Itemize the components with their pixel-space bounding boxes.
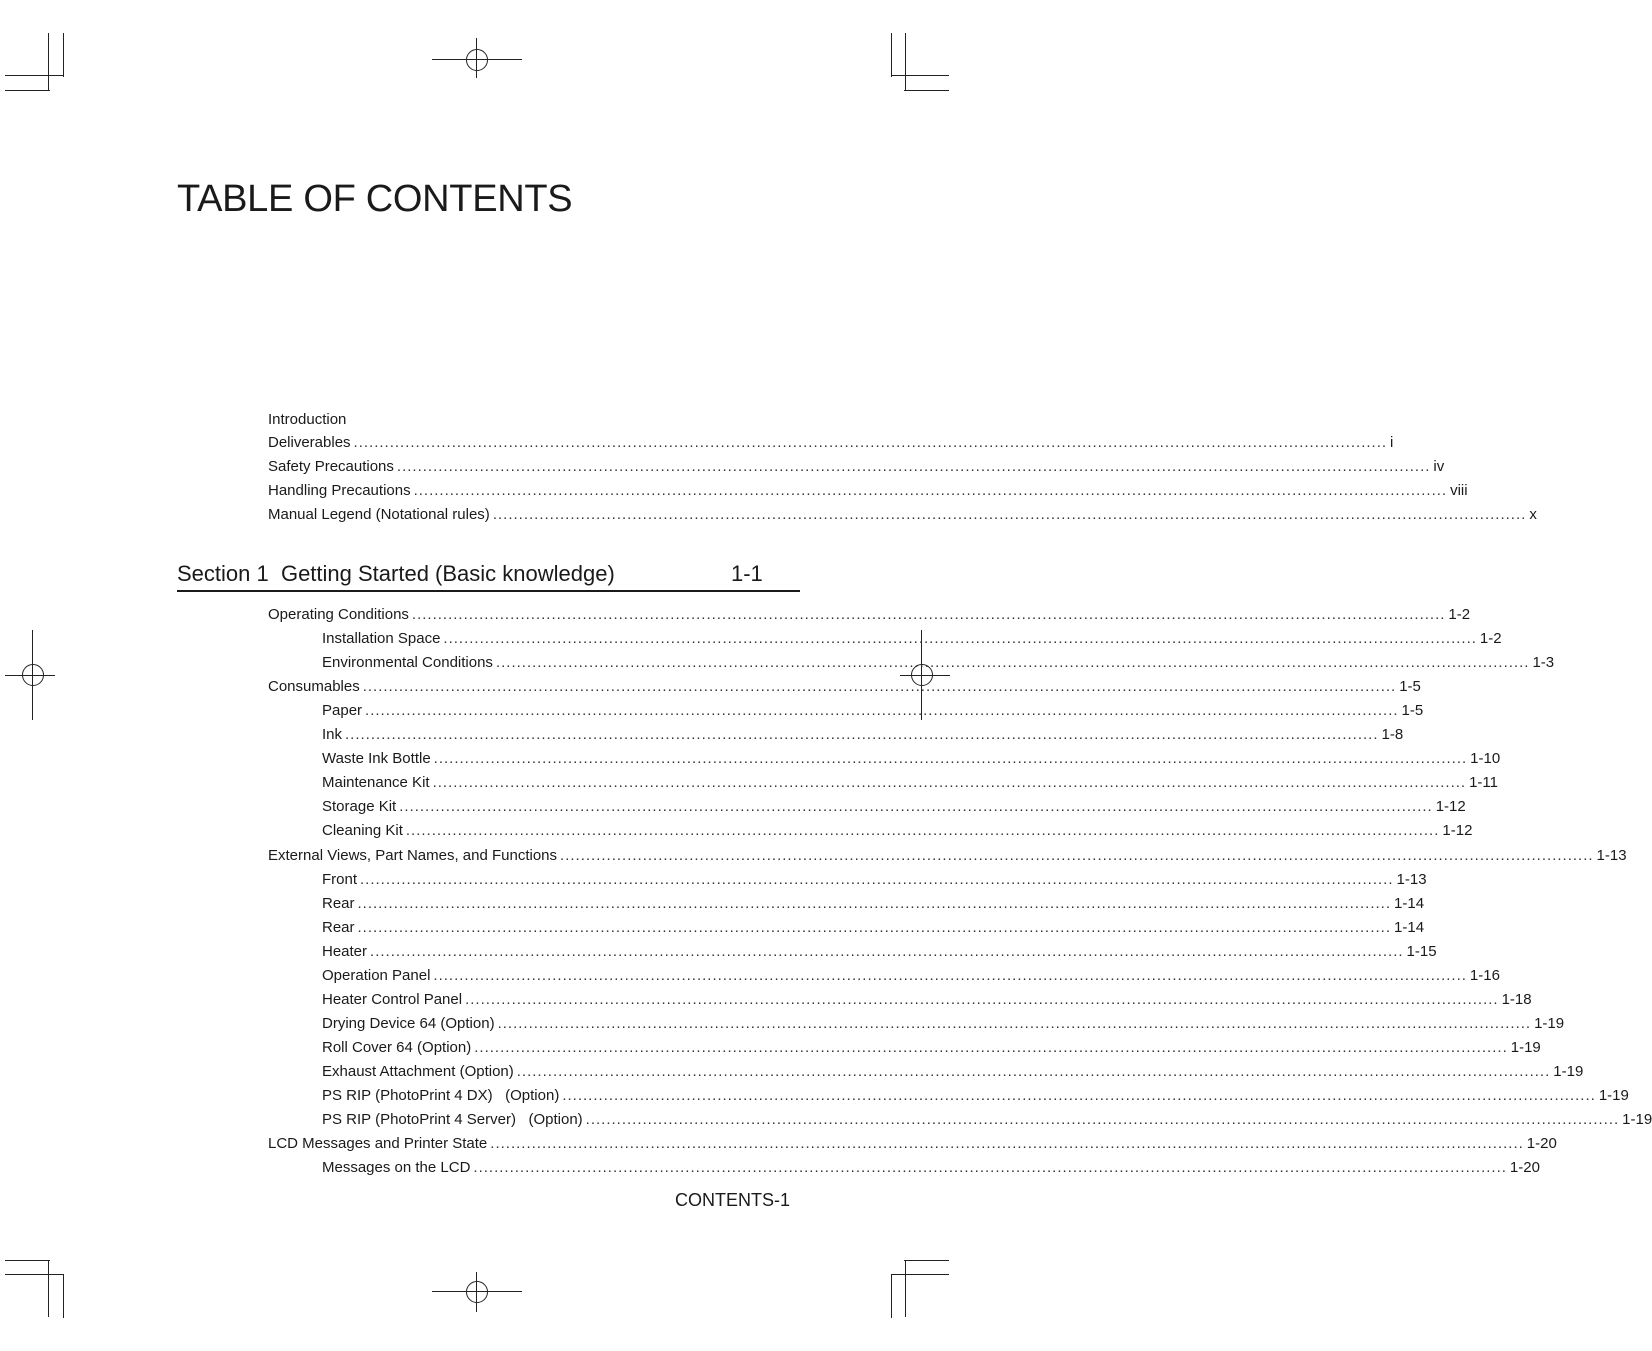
toc-entry-label: Manual Legend (Notational rules)	[268, 506, 490, 523]
toc-entry[interactable]	[322, 1062, 1584, 1083]
dot-leader: ........................................................................................................................................................................................................	[585, 1111, 1620, 1129]
toc-entry[interactable]	[268, 678, 1421, 698]
toc-entry-page: 1-2	[1479, 630, 1502, 648]
toc-entry-label: Maintenance Kit	[322, 774, 430, 792]
dot-leader: ........................................................................................................................................................................................................	[365, 702, 1399, 720]
toc-entry-label: Ink	[322, 726, 343, 744]
toc-entry[interactable]	[322, 1038, 1541, 1059]
toc-entry-page: 1-19	[1553, 1062, 1584, 1080]
toc-entry-page: 1-14	[1394, 894, 1425, 912]
toc-entry-label: Operating Conditions	[268, 606, 409, 623]
crop-mark	[5, 1260, 50, 1261]
dot-leader: ........................................................................................................................................................................................................	[474, 1038, 1508, 1056]
toc-entry-label: Installation Space	[322, 630, 441, 648]
toc-entry-page: 1-19	[1534, 1014, 1565, 1032]
toc-entry-page: 1-11	[1469, 774, 1498, 792]
toc-entry[interactable]	[268, 434, 1394, 454]
toc-entry-page: 1-10	[1470, 750, 1501, 768]
toc-entry-label: Waste Ink Bottle	[322, 750, 431, 768]
dot-leader: ........................................................................................................................................................................................................	[562, 1087, 1596, 1104]
toc-entry-label: Paper	[322, 702, 363, 720]
toc-entry-label: Deliverables	[268, 434, 351, 451]
toc-entry[interactable]	[322, 774, 1498, 794]
registration-circle-icon	[466, 1281, 488, 1303]
dot-leader: ........................................................................................................................................................................................................	[396, 458, 1431, 475]
toc-entry-label: Heater Control Panel	[322, 990, 463, 1008]
toc-entry[interactable]	[322, 942, 1437, 963]
toc-entry-page: 1-3	[1532, 654, 1555, 672]
toc-entry-label: LCD Messages and Printer State	[268, 1135, 488, 1153]
toc-entry[interactable]	[322, 966, 1500, 987]
toc-entry-label: Rear	[322, 894, 355, 912]
dot-leader: ........................................................................................................................................................................................................	[362, 678, 1397, 696]
page-footer: CONTENTS-1	[675, 1190, 791, 1210]
toc-entry[interactable]	[322, 630, 1502, 650]
crop-mark	[905, 33, 906, 90]
toc-entry[interactable]	[322, 870, 1427, 891]
crop-mark	[891, 75, 949, 76]
toc-entry[interactable]	[322, 894, 1425, 915]
toc-entry-page: 1-12	[1442, 822, 1473, 840]
toc-entry-page: 1-14	[1394, 918, 1425, 936]
toc-entry-page: 1-19	[1510, 1038, 1541, 1056]
toc-entry-label: Drying Device 64 (Option)	[322, 1014, 495, 1032]
toc-entry-label: Heater	[322, 942, 368, 960]
dot-leader: ........................................................................................................................................................................................................	[433, 750, 1468, 768]
toc-entry-label: Environmental Conditions	[322, 654, 493, 672]
toc-entry[interactable]	[322, 822, 1473, 842]
toc-entry-page: 1-16	[1469, 966, 1500, 984]
toc-entry[interactable]	[268, 506, 1537, 526]
toc-entry[interactable]	[322, 918, 1425, 939]
toc-entry[interactable]	[322, 702, 1424, 722]
toc-entry-page: 1-19	[1622, 1111, 1652, 1129]
toc-entry-page: 1-12	[1435, 798, 1466, 816]
dot-leader: ........................................................................................................................................................................................................	[413, 482, 1448, 499]
intro-heading: Introduction	[268, 411, 347, 428]
toc-entry-label: Storage Kit	[322, 798, 397, 816]
crop-mark	[891, 1274, 949, 1275]
toc-entry[interactable]	[322, 1014, 1565, 1035]
toc-entry-page: x	[1529, 506, 1537, 523]
toc-entry[interactable]	[322, 798, 1466, 818]
dot-leader: ........................................................................................................................................................................................................	[560, 846, 1594, 864]
dot-leader: ........................................................................................................................................................................................................	[516, 1062, 1551, 1080]
dot-leader: ........................................................................................................................................................................................................	[360, 870, 1394, 888]
dot-leader: ........................................................................................................................................................................................................	[399, 798, 1433, 816]
toc-entry-label: External Views, Part Names, and Functions	[268, 846, 558, 864]
toc-entry-label: PS RIP (PhotoPrint 4 DX) (Option)	[322, 1087, 560, 1104]
toc-entry-page: viii	[1450, 482, 1468, 499]
crop-mark	[891, 1274, 892, 1318]
toc-entry[interactable]	[322, 750, 1501, 770]
dot-leader: ........................................................................................................................................................................................................	[405, 822, 1440, 840]
dot-leader: ........................................................................................................................................................................................................	[370, 942, 1404, 960]
toc-entry-label: Roll Cover 64 (Option)	[322, 1038, 472, 1056]
page-title: TABLE OF CONTENTS	[177, 178, 573, 220]
crop-mark	[5, 1274, 63, 1275]
dot-leader: ........................................................................................................................................................................................................	[432, 774, 1467, 792]
crop-mark	[5, 90, 50, 91]
crop-mark	[891, 33, 892, 77]
dot-leader: ........................................................................................................................................................................................................	[357, 918, 1392, 936]
dot-leader: ........................................................................................................................................................................................................	[433, 966, 1467, 984]
section-heading	[177, 560, 800, 592]
toc-entry-label: Operation Panel	[322, 966, 431, 984]
dot-leader: ........................................................................................................................................................................................................	[357, 894, 1392, 912]
toc-entry[interactable]	[322, 1087, 1629, 1107]
dot-leader: ........................................................................................................................................................................................................	[465, 990, 1499, 1008]
toc-entry-page: i	[1390, 434, 1394, 451]
toc-entry-label: Safety Precautions	[268, 458, 394, 475]
dot-leader: ........................................................................................................................................................................................................	[411, 606, 1446, 623]
dot-leader: ........................................................................................................................................................................................................	[345, 726, 1379, 744]
dot-leader: ........................................................................................................................................................................................................	[473, 1159, 1507, 1177]
toc-entry-page: 1-19	[1598, 1087, 1629, 1104]
crop-mark	[63, 1274, 64, 1318]
dot-leader: ........................................................................................................................................................................................................	[495, 654, 1530, 672]
toc-entry-page: 1-8	[1381, 726, 1404, 744]
toc-entry[interactable]	[322, 726, 1404, 746]
toc-entry-label: Front	[322, 870, 358, 888]
toc-entry-page: 1-5	[1401, 702, 1424, 720]
registration-circle-icon	[466, 49, 488, 71]
toc-entry-label: Exhaust Attachment (Option)	[322, 1062, 514, 1080]
crop-mark	[5, 75, 63, 76]
crop-mark	[904, 1260, 949, 1261]
dot-leader: ........................................................................................................................................................................................................	[353, 434, 1388, 451]
toc-entry-label: Consumables	[268, 678, 360, 696]
toc-entry-label: Rear	[322, 918, 355, 936]
toc-entry[interactable]	[322, 990, 1532, 1011]
dot-leader: ........................................................................................................................................................................................................	[490, 1135, 1524, 1153]
toc-entry-label: Messages on the LCD	[322, 1159, 471, 1177]
section-page-number: 1-1	[731, 561, 763, 586]
section-title: Section 1 Getting Started (Basic knowledge)	[177, 561, 615, 586]
toc-entry-page: 1-15	[1406, 942, 1437, 960]
dot-leader: ........................................................................................................................................................................................................	[443, 630, 1477, 648]
dot-leader: ........................................................................................................................................................................................................	[492, 506, 1527, 523]
crop-mark	[905, 1260, 906, 1317]
crop-mark	[63, 33, 64, 77]
toc-entry-page: 1-13	[1396, 870, 1427, 888]
toc-entry[interactable]	[268, 846, 1627, 867]
toc-entry-page: 1-13	[1596, 846, 1627, 864]
toc-entry-page: 1-20	[1526, 1135, 1557, 1153]
registration-circle-icon	[22, 664, 44, 686]
toc-entry[interactable]	[268, 606, 1471, 626]
toc-entry-page: 1-2	[1448, 606, 1471, 623]
toc-entry-label: PS RIP (PhotoPrint 4 Server) (Option)	[322, 1111, 583, 1129]
toc-entry[interactable]	[322, 654, 1555, 674]
toc-entry-page: 1-20	[1509, 1159, 1540, 1177]
toc-entry-label: Cleaning Kit	[322, 822, 403, 840]
toc-entry[interactable]	[322, 1159, 1540, 1179]
toc-entry[interactable]	[322, 1111, 1652, 1131]
crop-mark	[904, 90, 949, 91]
crop-mark	[48, 1260, 49, 1317]
toc-entry[interactable]	[268, 458, 1445, 478]
toc-entry[interactable]	[268, 1135, 1557, 1155]
toc-entry-page: 1-5	[1399, 678, 1421, 696]
toc-entry-label: Handling Precautions	[268, 482, 411, 499]
toc-entry-page: iv	[1433, 458, 1445, 475]
crop-mark	[48, 33, 49, 90]
toc-entry[interactable]	[268, 482, 1468, 502]
toc-entry-page: 1-18	[1501, 990, 1532, 1008]
dot-leader: ........................................................................................................................................................................................................	[497, 1014, 1532, 1032]
